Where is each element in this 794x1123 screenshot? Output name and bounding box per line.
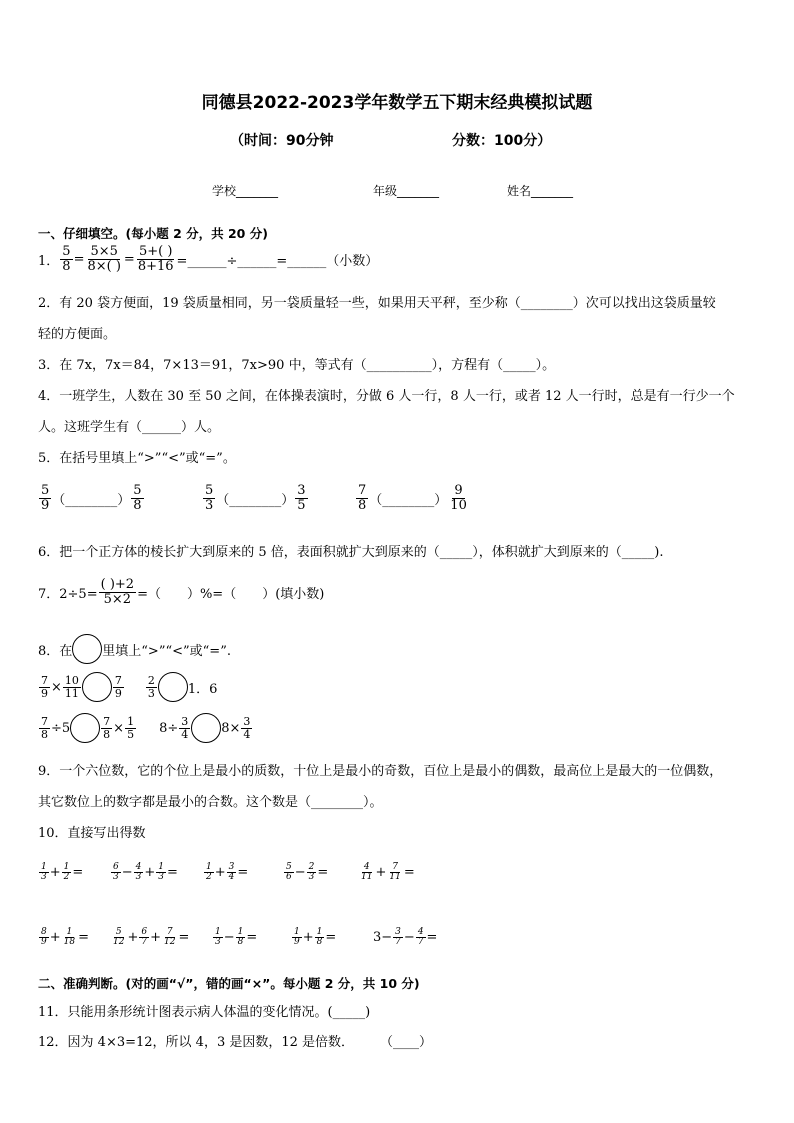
question-6: 6．把一个正方体的棱长扩大到原来的 5 倍，表面积就扩大到原来的（_____），体积就扩大到原来的（_____). [38, 545, 664, 560]
exam-score: 分数：100分） [452, 133, 552, 149]
question-8: 8．在 里填上“>”“<”或“=”. [38, 634, 231, 664]
question-9-line-1: 9．一个六位数，它的个位上是最小的质数，十位上是最小的奇数，百位上是最小的偶数，最高位上是最大的一位偶数， [38, 764, 723, 779]
question-3: 3．在 7x，7x＝84，7×13＝91，7x>90 中，等式有（__________），方程有（_____）。 [38, 358, 556, 373]
q1-fraction-1: $\frac{5}{8}$ [62, 244, 71, 274]
q1-equals: = [123, 251, 135, 267]
q5-item-3: $\frac{7}{8}$ （________） $\frac{9}{10}$ [358, 483, 467, 513]
q10-expr-1: $\frac{1}{3}$ + $\frac{1}{2}$ = [41, 862, 84, 883]
question-11: 11．只能用条形统计图表示病人体温的变化情况。(_____) [38, 1005, 371, 1020]
q10-expr-5: $\frac{4}{11}$ + $\frac{7}{11}$ = [361, 862, 415, 883]
q1-equals: = [73, 251, 85, 267]
q8-row-2: $\frac{7}{8}$ ÷5 $\frac{7}{8}$ × $\frac{1}{5}$ 8÷ $\frac{3}{4}$ 8× $\frac{3}{4}$ [38, 713, 253, 743]
question-4-line-1: 4．一班学生，人数在 30 至 50 之间，在体操表演时，分做 6 人一行，8 人一行，或者 12 人一行时，总是有一行少一个 [38, 389, 735, 404]
q1-tail: =______÷______=______（小数） [176, 253, 379, 269]
compare-circle [82, 672, 112, 702]
exam-title: 同德县2022-2023学年数学五下期末经典模拟试题 [201, 93, 593, 113]
question-2-line-1: 2．有 20 袋方便面，19 袋质量相同，另一袋质量轻一些，如果用天平秤，至少称（________）次可以找出这袋质量较 [38, 296, 716, 311]
question-7: 7．2÷5= $\frac{( )+2}{5\times 2}$ =（ ）%=（ ）(填小数) [38, 577, 325, 607]
section1-heading: 一、仔细填空。(每小题 2 分，共 20 分) [38, 226, 268, 241]
q5-item-1: $\frac{5}{9}$ （________） $\frac{5}{8}$ [41, 483, 142, 513]
q10-expr-8: $\frac{1}{3}$ − $\frac{1}{8}$ = [215, 927, 258, 948]
question-10: 10．直接写出得数 [38, 826, 146, 841]
q10-expr-7: $\frac{5}{12}$ + $\frac{6}{7}$ + $\frac{7}{12}$ = [113, 927, 190, 948]
q5-item-2: $\frac{5}{3}$ （________） $\frac{3}{5}$ [205, 483, 306, 513]
q10-expr-2: $\frac{6}{3}$ − $\frac{4}{3}$ + $\frac{1}{3}$ = [113, 862, 178, 883]
q1-fraction-2: $\frac{5\times 5}{8\times( )}$ [87, 244, 121, 274]
name-field: 姓名_______ [507, 184, 574, 198]
exam-time: （时间：90分钟 [230, 133, 334, 149]
q1-number: 1． [38, 253, 60, 269]
question-1 [38, 245, 378, 273]
school-field: 学校_______ [212, 184, 279, 198]
question-5: 5．在括号里填上“>”“<”或“=”。 [38, 451, 236, 466]
grade-field: 年级_______ [373, 184, 440, 198]
question-2-line-2: 轻的方便面。 [38, 327, 117, 342]
question-12: 12．因为 4×3=12，所以 4，3 是因数，12 是倍数． （____） [38, 1035, 433, 1050]
q1-fraction-3: $\frac{5+( )}{8+16}$ [137, 244, 174, 274]
compare-circle [72, 634, 102, 664]
q10-expr-4: $\frac{5}{6}$ − $\frac{2}{3}$ = [286, 862, 329, 883]
compare-circle [158, 672, 188, 702]
q10-expr-9: $\frac{1}{9}$ + $\frac{1}{8}$ = [294, 927, 337, 948]
question-4-line-2: 人。这班学生有（______）人。 [38, 420, 221, 435]
compare-circle [70, 713, 100, 743]
q10-expr-6: $\frac{8}{9}$ + $\frac{1}{18}$ = [41, 927, 89, 948]
compare-circle [191, 713, 221, 743]
q10-expr-3: $\frac{1}{2}$ + $\frac{3}{4}$ = [206, 862, 249, 883]
section2-heading: 二、准确判断。(对的画“√”，错的画“×”。每小题 2 分，共 10 分) [38, 976, 420, 991]
q8-row-1: $\frac{7}{9}$ × $\frac{10}{11}$ $\frac{7}{9}$ $\frac{2}{3}$ 1．6 [38, 672, 217, 702]
question-9-line-2: 其它数位上的数字都是最小的合数。这个数是（________）。 [38, 795, 383, 810]
q10-expr-10: 3− $\frac{3}{7}$ − $\frac{4}{7}$ = [373, 927, 438, 948]
